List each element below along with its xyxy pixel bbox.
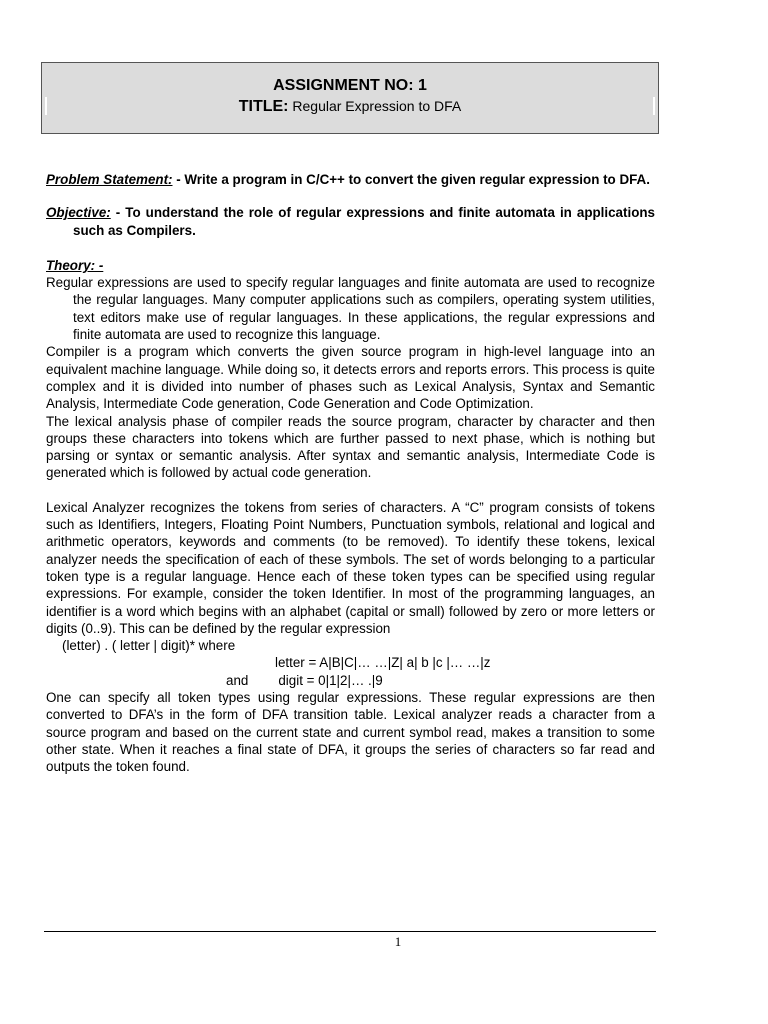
digit-definition: and digit = 0|1|2|… .|9 <box>226 672 383 688</box>
theory-paragraph-2: Compiler is a program which converts the given source program in high-level language into an equivalent machine language. While doing so, it detects errors and reports errors. This process is quite complex and it is divided into number of phases such as Lexical Analysis, Syntax and Semantic Analysis, Intermediate Code generation, Code Generation and Code Optimization. <box>46 344 655 412</box>
theory-paragraph-4: Lexical Analyzer recognizes the tokens from series of characters. A “C” program consists of tokens such as Identifiers, Integers, Floating Point Numbers, Punctuation symbols, relational and logical and arithmetic operators, keywords and comments (to be removed). To identify these tokens, lexical analyzer needs the specification of each of these symbols. The set of words belonging to a particular token type is a regular language. Hence each of these token types can be specified using regular expressions. For example, consider the token Identifier. In most of the programming languages, an identifier is a word which begins with an alphabet (capital or small) followed by zero or more letters or digits (0..9). This can be defined by the regular expression <box>46 499 655 636</box>
objective <box>46 204 655 239</box>
title-text: Regular Expression to DFA <box>292 98 462 114</box>
theory-paragraph-1: Regular expressions are used to specify regular languages and finite automata are used to recognize the regular languages. Many computer applications such as compilers, operating system utilities, text editors make use of regular languages. In these applications, the regular expressions and finite automata are used to recognize this language. <box>46 275 655 343</box>
objective-text: - To understand the role of regular expressions and finite automata in applications such as Compilers. <box>73 205 655 238</box>
theory-paragraph-5: One can specify all token types using regular expressions. These regular expressions are then converted to DFA’s in the form of DFA transition table. Lexical analyzer reads a character from a source program and based on the current state and current symbol read, makes a transition to some other state. When it reaches a final state of DFA, it groups the series of characters so far read and outputs the token found. <box>46 690 655 775</box>
problem-label: Problem Statement: <box>46 172 173 187</box>
assignment-number: ASSIGNMENT NO: 1 <box>273 77 427 94</box>
assignment-title <box>42 98 658 116</box>
title-label: TITLE: <box>238 98 289 115</box>
letter-definition: letter = A|B|C|… …|Z| a| b |c |… …|z <box>275 655 491 671</box>
problem-text: - Write a program in C/C++ to convert the given regular expression to DFA. <box>172 172 650 187</box>
theory-paragraph-3: The lexical analysis phase of compiler reads the source program, character by character and then groups these characters into tokens which are further passed to next phase, which is nothing but parsing or syntax or semantic analysis. After syntax and semantic analysis, Intermediate Code is generated which is followed by actual code generation. <box>46 413 655 481</box>
page-number: 1 <box>394 934 402 949</box>
document-body <box>46 171 655 776</box>
title-box <box>41 62 659 134</box>
footer-rule <box>44 931 656 932</box>
problem-statement <box>46 171 655 188</box>
regex-formula: (letter) . ( letter | digit)* where <box>62 638 236 654</box>
objective-label: Objective: <box>46 205 111 221</box>
theory-heading: Theory: - <box>46 257 104 273</box>
